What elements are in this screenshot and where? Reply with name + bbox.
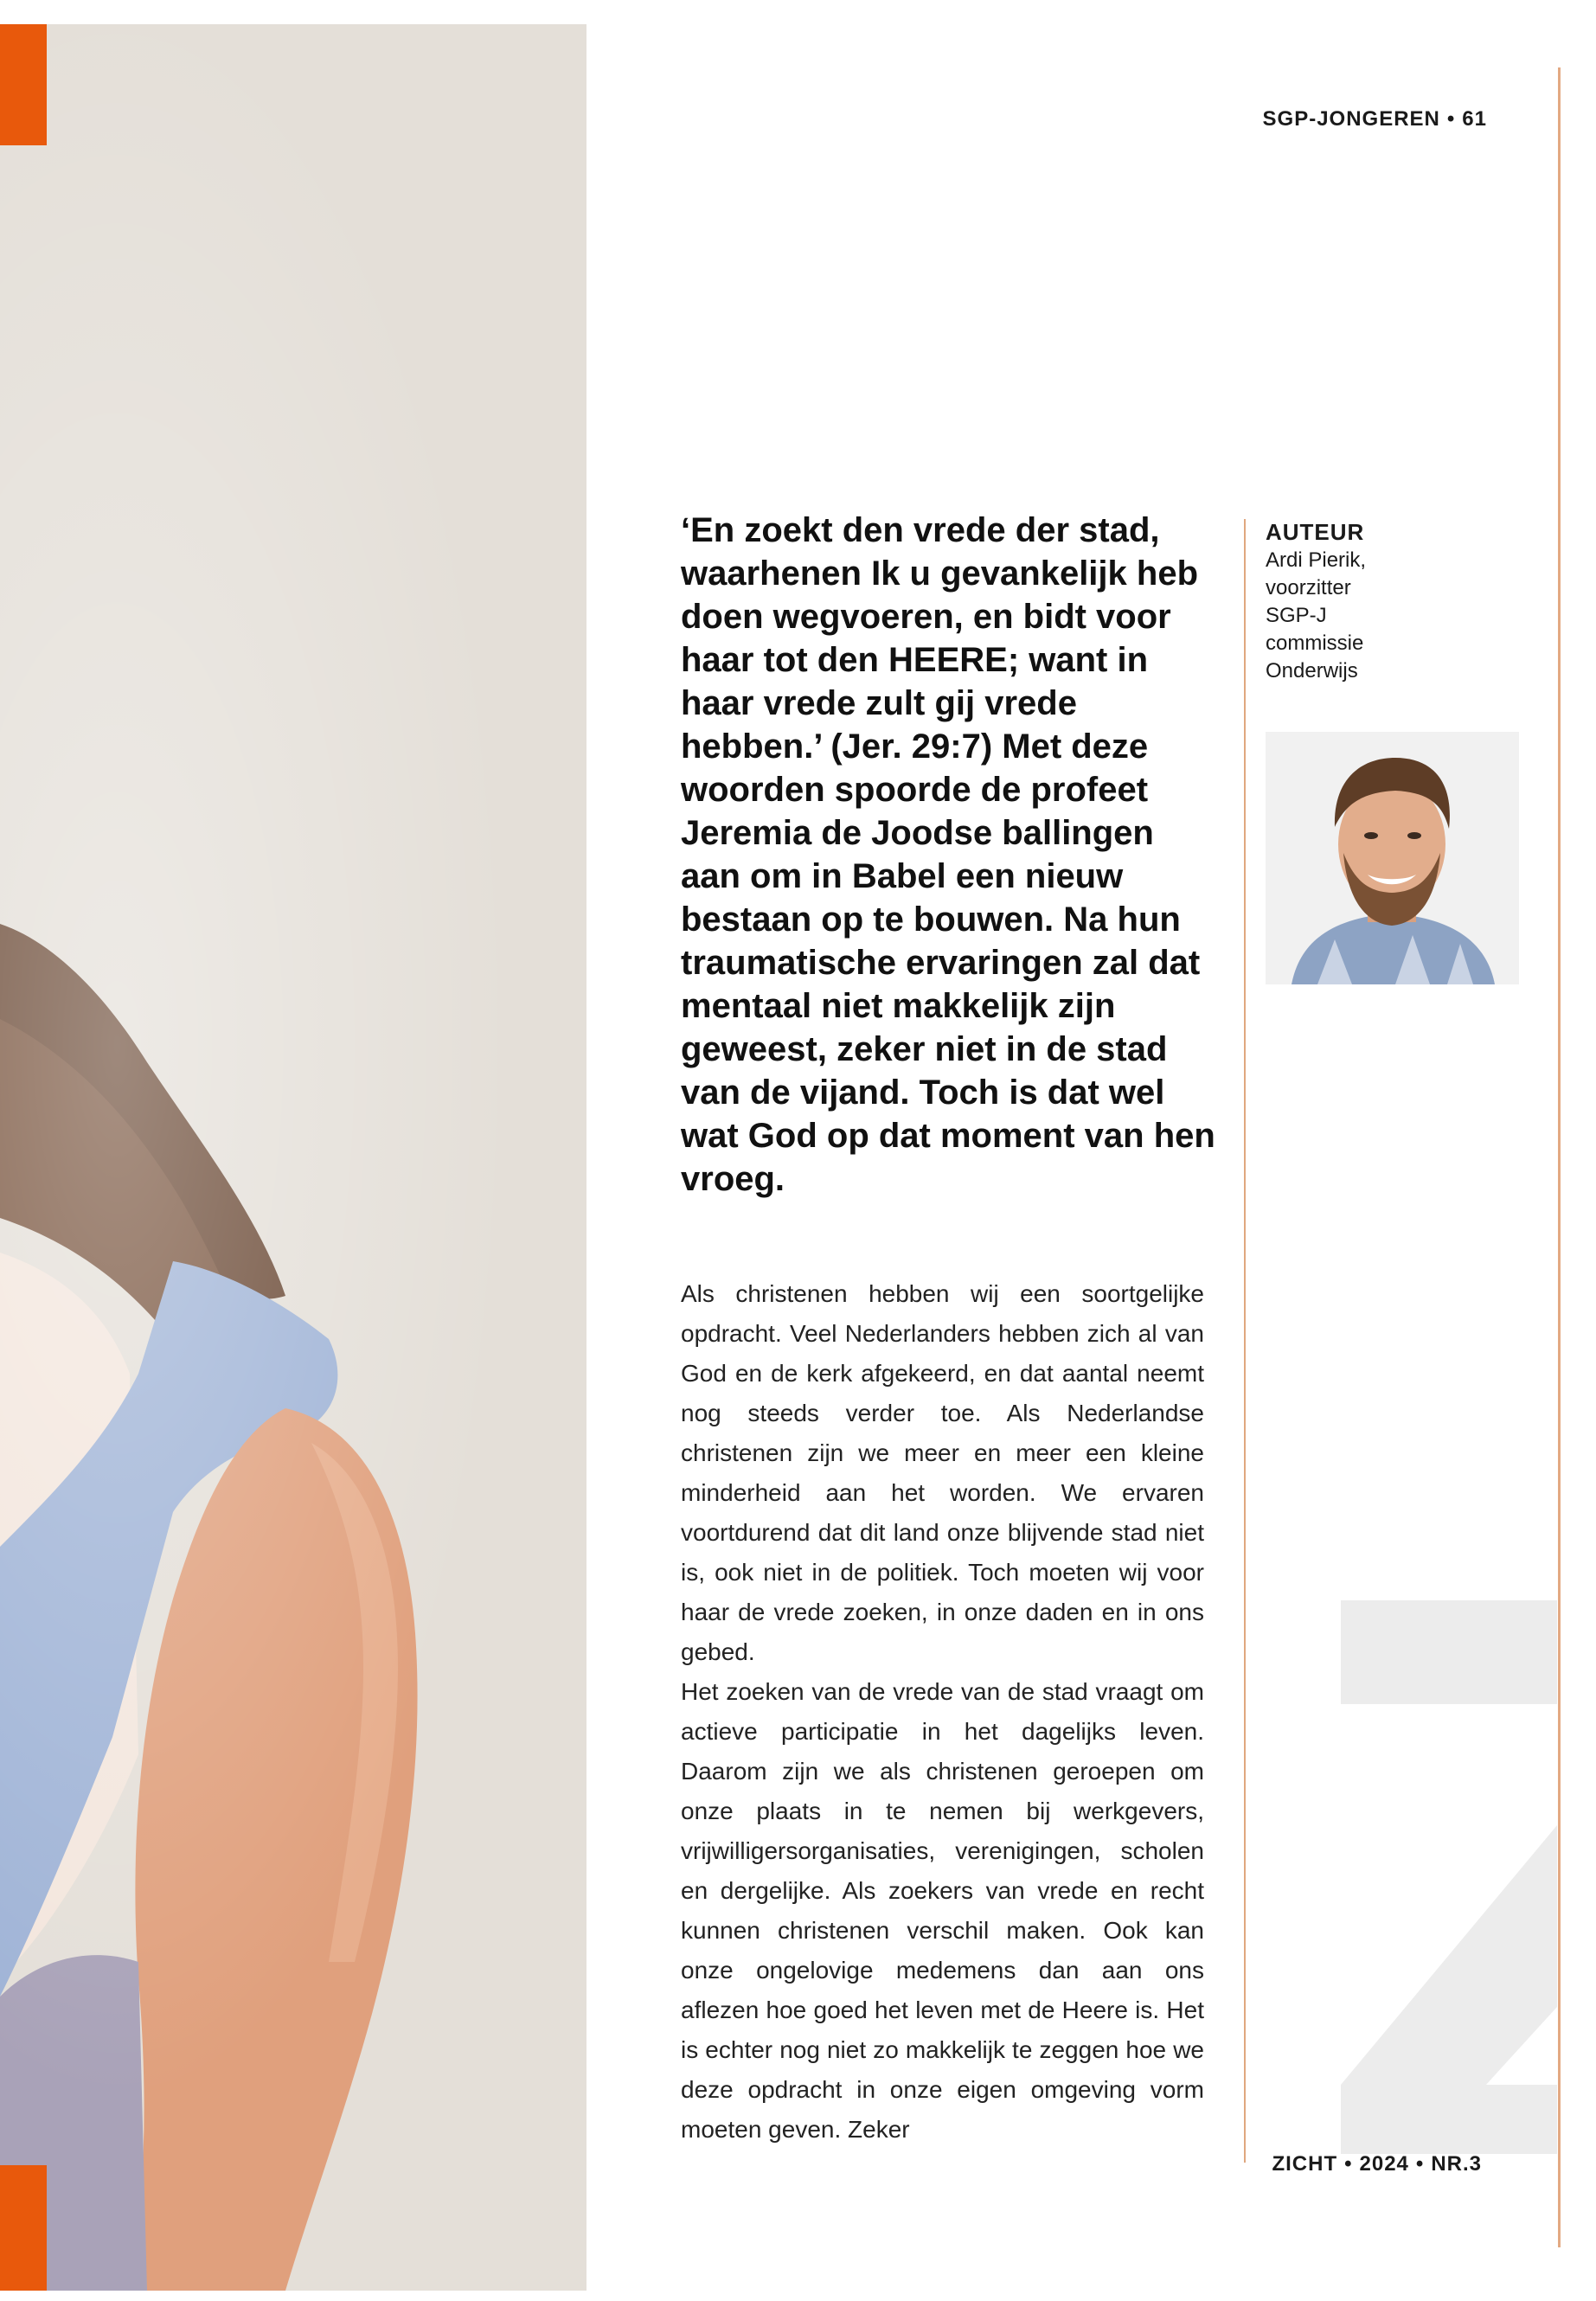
page-number: 61 xyxy=(1462,107,1487,131)
author-line: SGP-J xyxy=(1266,604,1327,627)
footer-separator: • xyxy=(1415,2152,1425,2176)
author-line: commissie xyxy=(1266,631,1364,655)
author-line: Onderwijs xyxy=(1266,659,1358,683)
author-heading: AUTEUR xyxy=(1266,519,1365,545)
page-edge-rule xyxy=(1558,67,1561,2247)
header-separator: • xyxy=(1446,107,1456,131)
lead-paragraph: ‘En zoekt den vrede der stad, waarhenen Ik u gevankelijk heb doen wegvoeren, en bidt voor haar tot den HEERE; want in haar vrede zult gij vrede hebben.’ (Jer. 29:7) Met deze woorden spoorde de profeet Jeremia de Joodse ballingen aan om in Babel een nieuw bestaan op te bouwen. Na hun traumatische ervaringen zal dat mentaal niet makkelijk zijn geweest, zeker niet in de stad van de vijand. Toch is dat wel wat God op dat moment van hen vroeg. xyxy=(681,511,1215,1198)
footer-magazine: ZICHT xyxy=(1272,2152,1338,2176)
author-portrait xyxy=(1266,732,1519,984)
hero-photo xyxy=(0,24,586,2291)
footer-separator: • xyxy=(1344,2152,1353,2176)
footer-issue: NR.3 xyxy=(1431,2152,1482,2176)
footer-year: 2024 xyxy=(1359,2152,1409,2176)
author-line: Ardi Pierik, xyxy=(1266,548,1367,572)
article-body xyxy=(681,1274,1204,2150)
header-section: SGP-JONGEREN xyxy=(1262,107,1440,131)
sidebar-rule xyxy=(1244,519,1246,2163)
body-paragraph: Het zoeken van de vrede van de stad vraagt om actieve participatie in het dagelijks leven. Daarom zijn we als christenen geroepen om onze plaats in te nemen bij werkgevers, vrijwilligersorganisaties, verenigingen, scholen en dergelijke. Als zoekers van vrede en recht kunnen christenen verschil maken. Ook kan onze ongelovige medemens dan aan ons aflezen hoe goed het leven met de Heere is. Het is echter nog niet zo makkelijk te zeggen hoe we deze opdracht in onze eigen omgeving vorm moeten geven. Zeker xyxy=(681,1678,1204,2143)
running-footer xyxy=(1272,2152,1482,2176)
author-info xyxy=(1266,547,1395,685)
accent-bar-bottom xyxy=(0,2165,47,2291)
body-paragraph: Als christenen hebben wij een soortgelijke opdracht. Veel Nederlanders hebben zich al van God en de kerk afgekeerd, en dat aantal neemt nog steeds verder toe. Als Nederlandse christenen zijn we meer en meer een kleine minderheid aan het worden. We ervaren voortdurend dat dit land onze blijvende stad niet is, ook niet in de politiek. Toch moeten wij voor haar de vrede zoeken, in onze daden en in ons gebed. xyxy=(681,1280,1204,1665)
accent-bar-top xyxy=(0,24,47,145)
running-header xyxy=(1263,107,1487,131)
decorative-z-graphic xyxy=(1341,1600,1557,2154)
author-line: voorzitter xyxy=(1266,576,1351,599)
